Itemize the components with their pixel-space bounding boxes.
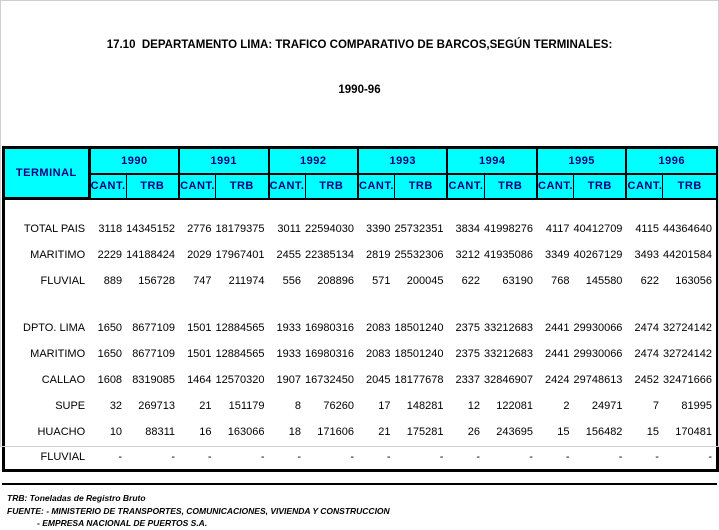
value-cell: 269713 — [138, 399, 176, 412]
value-cell: 2455 — [276, 248, 302, 261]
value-cell: 76260 — [323, 399, 354, 412]
value-cell: 32 — [109, 399, 123, 412]
cant-subheader-1996: CANT. — [626, 174, 663, 199]
value-cell: 81995 — [681, 399, 712, 412]
value-cell: 3118 — [98, 222, 123, 235]
value-cell: 32724142 — [663, 321, 712, 334]
trb-subheader-1993: TRB — [395, 174, 448, 199]
value-cell: 32846907 — [484, 373, 533, 386]
row-label: DPTO. LIMA — [23, 321, 86, 334]
value-cell: 7 — [652, 399, 659, 412]
value-cell: 25732351 — [394, 222, 444, 235]
value-cell: 40412709 — [573, 222, 623, 235]
value-cell: 2083 — [366, 347, 391, 360]
value-cell: 1650 — [97, 321, 123, 334]
page-title-line2: 1990-96 — [338, 84, 381, 96]
value-cell: 3349 — [545, 248, 570, 261]
trb-subheader-1991: TRB — [216, 174, 269, 199]
cant-subheader-1991: CANT. — [179, 174, 216, 199]
value-cell: 747 — [193, 274, 212, 287]
value-cell: 16980316 — [305, 347, 354, 360]
value-cell: 556 — [282, 274, 302, 287]
value-cell: 156482 — [585, 425, 623, 438]
value-cell: 10 — [109, 425, 123, 438]
table-row — [4, 419, 718, 445]
value-cell: 17967401 — [215, 248, 265, 261]
year-header-1996: 1996 — [626, 148, 717, 174]
value-cell: 2229 — [97, 248, 123, 261]
value-cell: 16732450 — [305, 373, 354, 386]
value-cell: 2337 — [455, 373, 480, 386]
value-cell: 208896 — [317, 274, 354, 287]
value-cell: 163066 — [227, 425, 265, 438]
value-cell: 40267129 — [573, 248, 623, 261]
footnote-source-2: - EMPRESA NACIONAL DE PUERTOS S.A. — [37, 518, 208, 528]
value-cell: - — [260, 450, 265, 463]
value-cell: 3212 — [455, 248, 480, 261]
spacer-row — [4, 294, 718, 315]
value-cell: 2045 — [366, 373, 391, 386]
value-cell: 2441 — [545, 347, 570, 360]
table-body — [4, 199, 718, 471]
value-cell: - — [476, 450, 480, 463]
trb-subheader-1992: TRB — [305, 174, 358, 199]
value-cell: 12884565 — [215, 321, 265, 334]
value-cell: 18 — [288, 425, 302, 438]
value-cell: 25532306 — [394, 248, 444, 261]
table-row — [4, 341, 718, 367]
value-cell: 211974 — [228, 274, 265, 287]
table-row — [4, 393, 718, 419]
trb-subheader-1996: TRB — [663, 174, 718, 199]
value-cell: 8677109 — [132, 347, 176, 360]
row-label: TOTAL PAIS — [23, 222, 86, 235]
value-cell: 17 — [378, 399, 391, 412]
year-header-1990: 1990 — [89, 148, 179, 174]
row-label: MARITIMO — [30, 248, 86, 261]
value-cell: 12884565 — [215, 347, 265, 360]
value-cell: - — [439, 450, 444, 463]
value-cell: 1933 — [276, 347, 302, 360]
value-cell: 18501240 — [394, 347, 444, 360]
table-row — [4, 367, 718, 393]
trb-subheader-1994: TRB — [484, 174, 537, 199]
value-cell: 14345152 — [126, 222, 176, 235]
year-header-1992: 1992 — [269, 148, 358, 174]
value-cell: 1501 — [187, 321, 212, 334]
value-cell: 1907 — [276, 373, 302, 386]
footnote-trb: TRB: Toneladas de Registro Bruto — [7, 493, 146, 503]
value-cell: 8677109 — [132, 321, 176, 334]
table-row — [4, 242, 718, 268]
value-cell: 32471666 — [663, 373, 712, 386]
year-header-1995: 1995 — [537, 148, 626, 174]
value-cell: 122081 — [496, 399, 533, 412]
value-cell: 145580 — [585, 274, 623, 287]
value-cell: 1933 — [276, 321, 302, 334]
value-cell: 2441 — [545, 321, 570, 334]
spacer-row — [4, 199, 718, 216]
table-row — [4, 216, 718, 242]
value-cell: 889 — [103, 274, 123, 287]
value-cell: 148281 — [406, 399, 444, 412]
value-cell: 12 — [467, 399, 480, 412]
value-cell: 1501 — [187, 347, 212, 360]
value-cell: 44201584 — [663, 248, 712, 261]
trb-subheader-1990: TRB — [126, 174, 179, 199]
value-cell: 768 — [551, 274, 570, 287]
value-cell: 243695 — [496, 425, 533, 438]
value-cell: 2776 — [187, 222, 212, 235]
value-cell: 2029 — [187, 248, 212, 261]
value-cell: 2375 — [455, 321, 480, 334]
value-cell: 8319085 — [132, 373, 176, 386]
value-cell: 163056 — [675, 274, 712, 287]
value-cell: 571 — [372, 274, 391, 287]
value-cell: 2 — [563, 399, 570, 412]
value-cell: 26 — [467, 425, 480, 438]
value-cell: 44364640 — [663, 222, 712, 235]
value-cell: 33212683 — [484, 347, 533, 360]
value-cell: 14188424 — [126, 248, 176, 261]
value-cell: 29748613 — [573, 373, 623, 386]
trb-subheader-1995: TRB — [573, 174, 626, 199]
value-cell: 2424 — [545, 373, 570, 386]
value-cell: 29930066 — [573, 321, 623, 334]
value-cell: 8 — [294, 399, 302, 412]
value-cell: - — [207, 450, 212, 463]
value-cell: - — [297, 450, 302, 463]
cant-subheader-1995: CANT. — [537, 174, 574, 199]
row-label: MARITIMO — [30, 347, 86, 360]
value-cell: 2474 — [634, 347, 659, 360]
table-row — [4, 445, 718, 471]
value-cell: 2452 — [634, 373, 659, 386]
value-cell: 3834 — [455, 222, 480, 235]
value-cell: 88311 — [145, 425, 176, 438]
row-label: FLUVIAL — [40, 274, 86, 287]
bottom-separator-line — [2, 483, 717, 485]
value-cell: 18179375 — [215, 222, 265, 235]
value-cell: - — [171, 450, 176, 463]
value-cell: - — [708, 450, 712, 463]
value-cell: 4117 — [545, 222, 570, 235]
cant-subheader-1994: CANT. — [447, 174, 484, 199]
value-cell: 3390 — [366, 222, 391, 235]
value-cell: 156728 — [138, 274, 176, 287]
row-label: CALLAO — [41, 373, 86, 386]
value-cell: 175281 — [406, 425, 444, 438]
value-cell: - — [118, 450, 123, 463]
value-cell: - — [529, 450, 533, 463]
value-cell: 622 — [461, 274, 480, 287]
year-header-1993: 1993 — [358, 148, 447, 174]
value-cell: 622 — [640, 274, 659, 287]
table-row — [4, 315, 718, 341]
page-title — [0, 0, 719, 128]
table-header — [4, 148, 718, 199]
value-cell: 1650 — [97, 347, 123, 360]
value-cell: 3493 — [634, 248, 659, 261]
value-cell: 22594030 — [305, 222, 354, 235]
value-cell: 1464 — [187, 373, 212, 386]
value-cell: 22385134 — [305, 248, 354, 261]
value-cell: 16980316 — [305, 321, 354, 334]
value-cell: 2375 — [455, 347, 480, 360]
value-cell: - — [350, 450, 354, 463]
value-cell: - — [655, 450, 659, 463]
value-cell: 41935086 — [484, 248, 533, 261]
value-cell: 15 — [646, 425, 659, 438]
value-cell: 171606 — [317, 425, 354, 438]
table-row — [4, 268, 718, 294]
value-cell: 32724142 — [663, 347, 712, 360]
value-cell: 1608 — [97, 373, 123, 386]
row-label: FLUVIAL — [40, 450, 86, 463]
value-cell: 21 — [378, 425, 391, 438]
value-cell: 2474 — [634, 321, 659, 334]
value-cell: 24971 — [591, 399, 623, 412]
value-cell: 41998276 — [484, 222, 533, 235]
row-label: HUACHO — [37, 425, 86, 438]
traffic-table — [2, 146, 719, 472]
value-cell: 151179 — [228, 399, 265, 412]
footnote-source-1: FUENTE: - MINISTERIO DE TRANSPORTES, COMUNICACIONES, VIVIENDA Y CONSTRUCCION — [7, 505, 390, 516]
value-cell: 4115 — [635, 222, 659, 235]
year-header-1994: 1994 — [447, 148, 536, 174]
value-cell: 200045 — [406, 274, 444, 287]
page-title-line1: 17.10 DEPARTAMENTO LIMA: TRAFICO COMPARATIVO DE BARCOS,SEGÚN TERMINALES: — [106, 39, 613, 51]
value-cell: 63190 — [502, 274, 533, 287]
value-cell: 2819 — [366, 248, 391, 261]
row-label: SUPE — [55, 399, 86, 412]
value-cell: - — [618, 450, 623, 463]
value-cell: 16 — [199, 425, 212, 438]
value-cell: 2083 — [366, 321, 391, 334]
value-cell: - — [386, 450, 391, 463]
cant-subheader-1990: CANT. — [89, 174, 126, 199]
value-cell: 33212683 — [484, 321, 533, 334]
cant-subheader-1993: CANT. — [358, 174, 395, 199]
value-cell: 3011 — [277, 222, 302, 235]
value-cell: - — [565, 450, 570, 463]
value-cell: 21 — [199, 399, 212, 412]
value-cell: 15 — [557, 425, 570, 438]
value-cell: 12570320 — [215, 373, 265, 386]
value-cell: 29930066 — [573, 347, 623, 360]
cant-subheader-1992: CANT. — [269, 174, 306, 199]
year-header-1991: 1991 — [179, 148, 268, 174]
value-cell: 18177678 — [394, 373, 444, 386]
value-cell: 170481 — [675, 425, 712, 438]
footnotes — [7, 492, 719, 530]
value-cell: 18501240 — [394, 321, 444, 334]
terminal-column-header: TERMINAL — [4, 148, 90, 199]
